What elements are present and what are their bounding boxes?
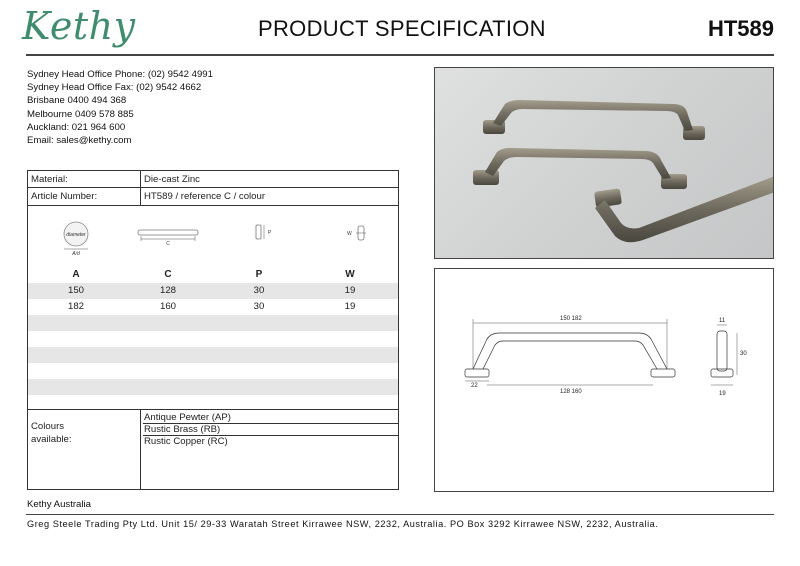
colours-label-line: Colours [31, 421, 65, 432]
contact-line: Auckland: 021 964 600 [27, 121, 126, 133]
colours-label-line: available: [31, 434, 72, 445]
material-value: Die-cast Zinc [144, 174, 200, 185]
dimension-table [28, 283, 398, 411]
colour-option: Rustic Copper (RC) [144, 436, 228, 447]
contact-line: Melbourne 0409 578 885 [27, 108, 134, 120]
dimension-icons [28, 207, 398, 259]
c-dimension-label: 128 160 [560, 389, 582, 395]
handle-image-1 [483, 100, 705, 140]
colour-option: Rustic Brass (RB) [143, 424, 398, 436]
col-header-p: P [255, 269, 263, 280]
diameter-icon [64, 222, 88, 257]
diameter-label: diameter [66, 232, 86, 238]
spec-table [27, 170, 399, 490]
product-photo-svg [435, 68, 774, 259]
cell-a: 182 [67, 301, 84, 312]
projection-icon [256, 225, 272, 239]
column-divider [140, 188, 141, 205]
material-label: Material: [31, 174, 68, 185]
column-divider [140, 410, 141, 489]
col-header-c: C [164, 269, 172, 280]
colours-section [28, 409, 398, 489]
handle-image-2 [473, 148, 687, 189]
page-title: PRODUCT SPECIFICATION [258, 16, 546, 41]
column-divider [140, 171, 141, 187]
technical-drawing [434, 268, 774, 492]
cell-c: 160 [159, 301, 176, 312]
table-row [28, 363, 398, 379]
kethy-logo: Kethy [22, 4, 136, 48]
table-row [28, 299, 398, 315]
handle-outline [465, 333, 675, 377]
cell-p: 30 [253, 285, 265, 296]
dimension-lines [465, 319, 667, 385]
footer-company: Kethy Australia [27, 499, 91, 510]
cell-p: 30 [253, 301, 265, 312]
contact-line: Sydney Head Office Fax: (02) 9542 4662 [27, 82, 202, 94]
handle-length-icon [138, 230, 198, 247]
contact-line: Sydney Head Office Phone: (02) 9542 4991 [27, 69, 213, 80]
col-header-a: A [72, 269, 80, 280]
dimension-icons-svg [28, 207, 398, 259]
colour-option: Antique Pewter (AP) [143, 412, 398, 424]
col-header-w: W [345, 269, 355, 280]
height-label: 30 [740, 351, 747, 357]
product-photo [434, 67, 774, 259]
article-label: Article Number: [31, 191, 98, 202]
w-label: W [347, 231, 352, 237]
footer-divider [26, 514, 774, 515]
contact-line: Brisbane 0400 494 368 [27, 95, 127, 107]
bottom-width-label: 19 [719, 391, 726, 397]
footer-address: Greg Steele Trading Pty Ltd. Unit 15/ 29-33 Waratah Street Kirrawee NSW, 2232, Australia. PO Box 3292 Kirrawee NSW, 2232, Australia. [27, 519, 659, 529]
foot-dimension-label: 22 [471, 383, 478, 389]
header-divider [26, 54, 774, 56]
top-width-label: 11 [719, 318, 726, 324]
cell-w: 19 [344, 285, 356, 296]
material-row [28, 171, 398, 188]
article-row [28, 188, 398, 206]
contact-details [27, 68, 213, 147]
cell-w: 19 [344, 301, 356, 312]
table-row [28, 347, 398, 363]
technical-drawing-svg [435, 269, 775, 493]
a-label: A/d [72, 251, 80, 257]
table-row [28, 331, 398, 347]
product-code: HT589 [707, 16, 774, 41]
article-value: HT589 / reference C / colour [144, 191, 266, 202]
table-row [28, 315, 398, 331]
cell-a: 150 [67, 285, 84, 296]
a-dimension-label: 150 182 [560, 316, 582, 322]
width-icon [347, 226, 366, 240]
colours-label [31, 420, 72, 446]
table-row [28, 379, 398, 395]
p-label: P [268, 230, 272, 236]
contact-line: Email: sales@kethy.com [27, 135, 132, 147]
cell-c: 128 [159, 285, 176, 296]
side-view-outline [711, 331, 733, 377]
table-row [28, 283, 398, 299]
c-label: C [166, 241, 170, 247]
colour-options [143, 412, 398, 448]
